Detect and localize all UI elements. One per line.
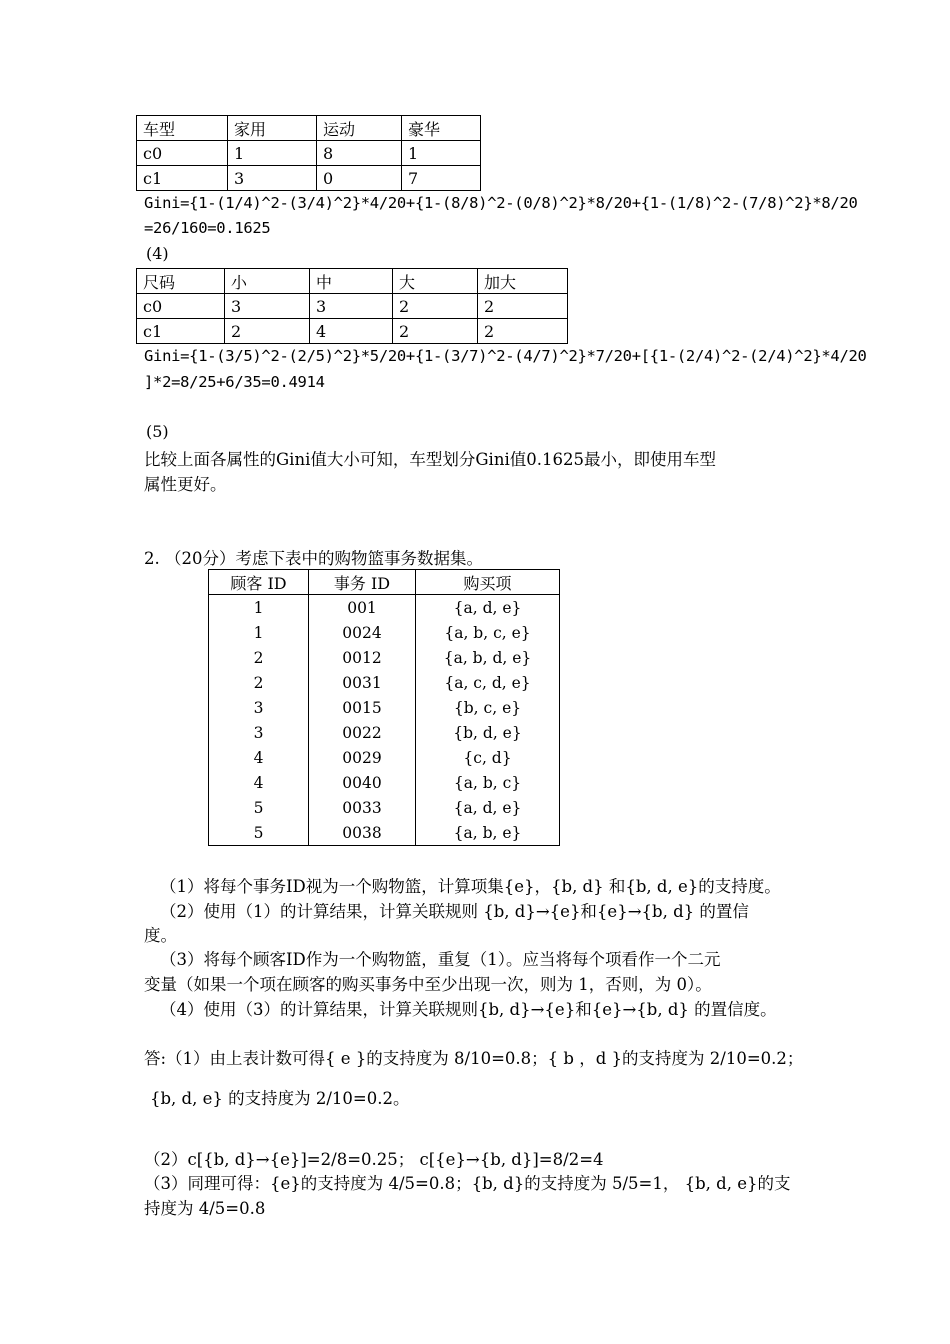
table-row [209,595,560,621]
question-item-2-line2: 度。 [144,926,177,945]
gini-size-formula-line1: Gini={1-(3/5)^2-(2/5)^2}*5/20+{1-(3/7)^2-(4/7)^2}*7/20+[{1-(2/4)^2-(2/4)^2}*4/20 [144,347,867,365]
table-cell: {a, c, d, e} [444,673,531,692]
table-cell: 小 [225,269,310,294]
table-cell: {a, d, e} [453,598,522,617]
table-cell: 0038 [309,820,416,846]
table-cell: 0 [317,166,402,191]
table-cell: 8 [317,141,402,166]
table-cell: 1 [209,595,309,621]
table-cell: 2 [478,319,568,344]
table-header-row [137,269,568,294]
section-label-4: (4) [146,244,169,263]
table-cell: 2 [209,670,309,695]
table-cell: 2 [393,319,478,344]
table-cell: 2 [393,294,478,319]
table-cell: {a, b, e} [453,823,522,842]
table-row [209,770,560,795]
table-cell: 4 [209,770,309,795]
table-header-cell: 购买项 [416,570,560,595]
answer-3-line2: 持度为 4/5=0.8 [144,1199,266,1218]
table-cell: 0033 [309,795,416,820]
table-cell: 车型 [137,116,228,141]
table-cell: {a, d, e} [453,798,522,817]
table-cell: 0029 [309,745,416,770]
answer-2: （2）c[{b, d}→{e}]=2/8=0.25； c[{e}→{b, d}]=8/2=4 [144,1150,604,1169]
table-row [209,620,560,645]
table-cell: 运动 [317,116,402,141]
table-header-row [209,570,560,595]
table-cell: {a, b, c} [453,773,522,792]
table-cell: 5 [209,795,309,820]
table-header-cell: 顾客 ID [209,570,309,595]
table-row [209,820,560,846]
gini-car-formula-line1: Gini={1-(1/4)^2-(3/4)^2}*4/20+{1-(8/8)^2-(0/8)^2}*8/20+{1-(1/8)^2-(7/8)^2}*8/20 [144,194,858,212]
table-cell: 1 [402,141,481,166]
table-cell: 0031 [309,670,416,695]
table-row [137,294,568,319]
table-cell: 0015 [309,695,416,720]
table-cell: 2 [478,294,568,319]
question-item-3-line1: （3）将每个顾客ID作为一个购物篮，重复（1）。应当将每个项看作一个二元 [160,950,721,969]
table-cell: 5 [209,820,309,846]
answer-3-line1: （3）同理可得：{e}的支持度为 4/5=0.8；{b, d}的支持度为 5/5=1， {b, d, e}的支 [144,1174,791,1193]
table-cell: 尺码 [137,269,225,294]
table-row [137,141,481,166]
table-cell: 家用 [228,116,317,141]
table-cell: 中 [310,269,393,294]
table-row [137,319,568,344]
answer-1-line1: 答:（1）由上表计数可得{ e }的支持度为 8/10=0.8；{ b ，d }的支持度为 2/10=0.2； [144,1049,804,1068]
table-cell: {a, b, c, e} [444,623,531,642]
table-cell: c0 [137,294,225,319]
size-table [136,268,568,344]
table-row [209,745,560,770]
table-row [209,670,560,695]
table-cell: 7 [402,166,481,191]
table-row [209,795,560,820]
table-cell: 2 [209,645,309,670]
basket-transactions-table [208,569,560,846]
table-cell: 0040 [309,770,416,795]
table-cell: 3 [228,166,317,191]
table-cell: 3 [310,294,393,319]
table-cell: 加大 [478,269,568,294]
question-2-title: 2. （20分）考虑下表中的购物篮事务数据集。 [144,549,483,568]
table-row [209,720,560,745]
table-cell: 001 [309,595,416,621]
table-cell: 0022 [309,720,416,745]
car-type-table [136,115,481,191]
gini-size-formula-line2: ]*2=8/25+6/35=0.4914 [144,373,325,391]
table-cell: 3 [209,695,309,720]
table-cell: {b, d, e} [453,723,522,742]
table-cell: 4 [209,745,309,770]
table-header-cell: 事务 ID [309,570,416,595]
table-cell: 2 [225,319,310,344]
table-header-row [137,116,481,141]
table-row [209,645,560,670]
table-cell: c1 [137,166,228,191]
question-item-4: （4）使用（3）的计算结果，计算关联规则{b, d}→{e}和{e}→{b, d} 的置信度。 [160,1000,777,1019]
table-cell: c0 [137,141,228,166]
conclusion-line1: 比较上面各属性的Gini值大小可知，车型划分Gini值0.1625最小，即使用车型 [144,450,716,469]
table-cell: 1 [209,620,309,645]
answer-1-line2: {b, d, e} 的支持度为 2/10=0.2。 [150,1089,410,1108]
question-item-1: （1）将每个事务ID视为一个购物篮，计算项集{e}，{b, d} 和{b, d, e}的支持度。 [160,877,781,896]
table-cell: {c, d} [463,748,512,767]
section-label-5: (5) [146,422,169,441]
table-cell: 1 [228,141,317,166]
table-row [137,166,481,191]
conclusion-line2: 属性更好。 [144,475,227,494]
question-item-2-line1: （2）使用（1）的计算结果，计算关联规则 {b, d}→{e}和{e}→{b, d} 的置信 [160,902,749,921]
question-item-3-line2: 变量（如果一个项在顾客的购买事务中至少出现一次，则为 1，否则，为 0）。 [144,975,712,994]
gini-car-formula-line2: =26/160=0.1625 [144,219,271,237]
table-cell: {a, b, d, e} [443,648,532,667]
table-cell: 豪华 [402,116,481,141]
table-cell: c1 [137,319,225,344]
table-cell: 3 [209,720,309,745]
table-cell: 0012 [309,645,416,670]
table-cell: {b, c, e} [453,698,522,717]
table-row [209,695,560,720]
table-cell: 4 [310,319,393,344]
table-cell: 0024 [309,620,416,645]
table-cell: 大 [393,269,478,294]
table-cell: 3 [225,294,310,319]
